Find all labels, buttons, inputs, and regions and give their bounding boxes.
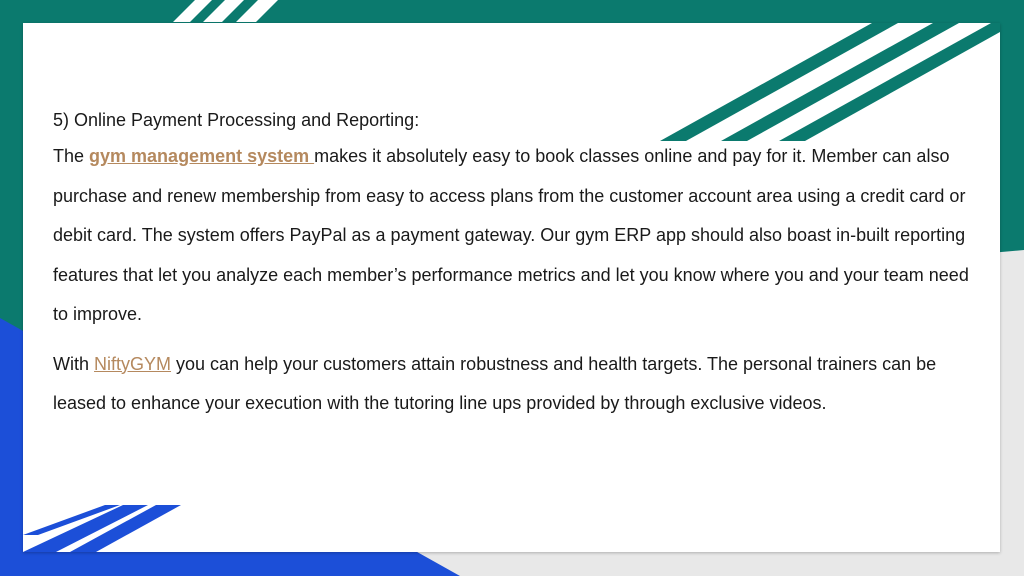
- gym-management-system-link[interactable]: gym management system: [89, 146, 315, 166]
- para1-body: makes it absolutely easy to book classes online and pay for it. Member can also purchase and renew membership from easy to access plans from the customer account area using a credit card or debit card. The system offers PayPal as a payment gateway. Our gym ERP app should also boast in-built reporting features that let you analyze each member’s performance metrics and let you know where you and your team need to improve.: [53, 146, 969, 324]
- content-card: [23, 23, 1000, 552]
- niftygym-link[interactable]: NiftyGYM: [94, 353, 172, 374]
- para2-prefix: With: [53, 353, 95, 374]
- blue-diagonal-stripes: [23, 505, 181, 552]
- para2-body: you can help your customers attain robustness and health targets. The personal trainers can be leased to enhance your execution with the tutoring line ups provided by through exclusive videos.: [53, 353, 937, 413]
- text-content: [53, 109, 988, 424]
- para1-prefix: The: [53, 146, 90, 166]
- section-heading: 5) Online Payment Processing and Reporting:: [53, 110, 420, 130]
- paragraph-niftygym: [53, 345, 988, 424]
- paragraph-payment: [53, 137, 988, 335]
